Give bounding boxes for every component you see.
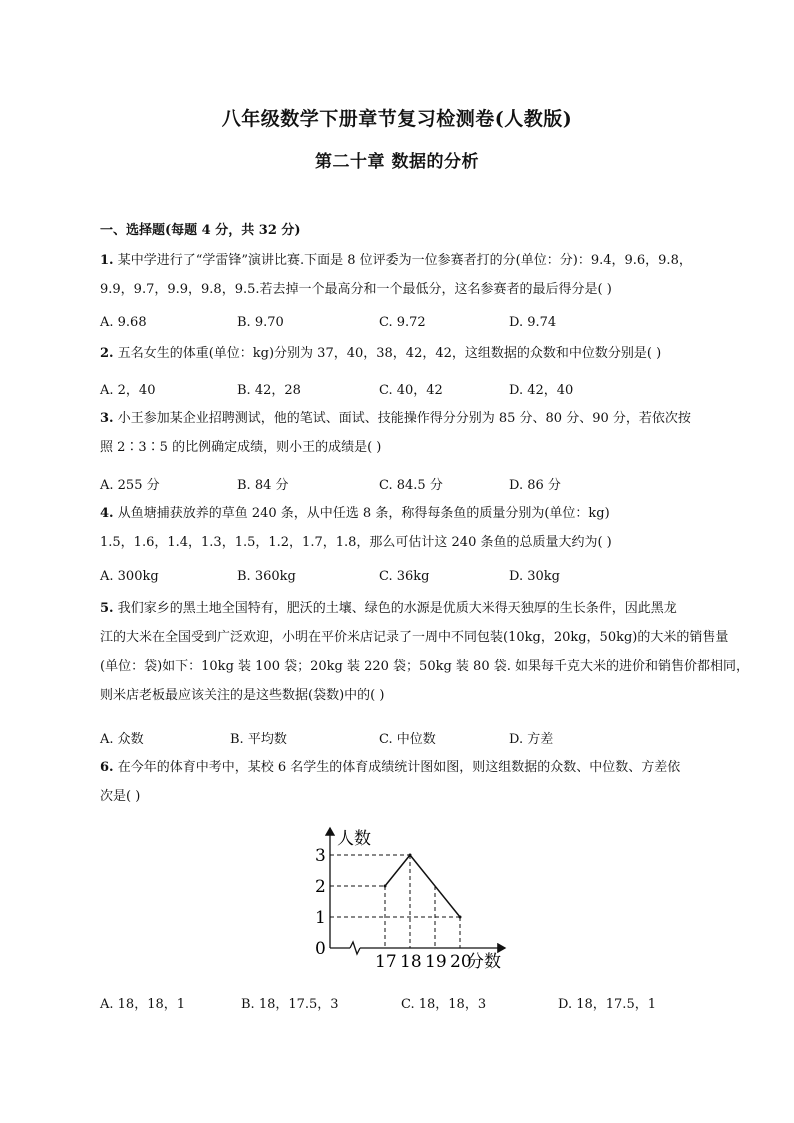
option-a[interactable]: A. 9.68 xyxy=(100,315,147,330)
question-5 xyxy=(100,594,749,710)
page-title: 八年级数学下册章节复习检测卷(人教版) xyxy=(221,108,573,130)
x-tick-label: 17 xyxy=(375,952,397,972)
option-c[interactable]: C. 36kg xyxy=(379,569,430,584)
option-d[interactable]: D. 18，17.5，1 xyxy=(558,997,656,1012)
option-b[interactable]: B. 9.70 xyxy=(237,315,284,330)
question-number: 2. xyxy=(100,346,114,361)
section-heading: 一、选择题(每题 4 分，共 32 分) xyxy=(100,223,301,238)
x-tick-label: 20 xyxy=(450,952,472,972)
data-point xyxy=(384,885,387,888)
question-text: 我们家乡的黑土地全国特有，肥沃的土壤、绿色的水源是优质大米得天独厚的生长条件，因此黑龙 xyxy=(113,601,677,616)
question-2 xyxy=(100,339,700,368)
option-a[interactable]: A. 2，40 xyxy=(100,383,156,398)
x-axis-label: 分数 xyxy=(467,952,501,972)
question-number: 6. xyxy=(100,760,114,775)
option-b[interactable]: B. 平均数 xyxy=(230,732,287,747)
x-tick-label: 18 xyxy=(400,952,422,972)
chapter-subtitle: 第二十章 数据的分析 xyxy=(315,152,479,172)
option-d[interactable]: D. 30kg xyxy=(509,569,560,584)
option-c[interactable]: C. 84.5 分 xyxy=(379,478,443,493)
question-4 xyxy=(100,499,700,557)
question-3 xyxy=(100,404,700,462)
question-number: 4. xyxy=(100,506,114,521)
question-text: 1.5，1.6，1.4，1.3，1.5，1.2，1.7，1.8，那么可估计这 240 条鱼的总质量大约为( ) xyxy=(100,535,612,550)
question-number: 3. xyxy=(100,411,114,426)
question-1 xyxy=(100,246,700,304)
question-text: 某中学进行了“学雷锋”演讲比赛.下面是 8 位评委为一位参赛者打的分(单位：分)：9.4，9.6，9.8， xyxy=(113,253,692,268)
option-d[interactable]: D. 方差 xyxy=(509,732,554,747)
option-b[interactable]: B. 360kg xyxy=(237,569,296,584)
y-tick-label: 2 xyxy=(315,877,326,897)
option-c[interactable]: C. 9.72 xyxy=(379,315,426,330)
question-text: (单位：袋)如下：10kg 装 100 袋；20kg 装 220 袋；50kg 装 80 袋. 如果每千克大米的进价和销售价都相同， xyxy=(100,659,749,674)
option-a[interactable]: A. 255 分 xyxy=(100,478,160,493)
question-text: 则米店老板最应该关注的是这些数据(袋数)中的( ) xyxy=(100,688,385,703)
question-6 xyxy=(100,753,700,811)
option-a[interactable]: A. 300kg xyxy=(100,569,159,584)
question-text: 次是( ) xyxy=(100,789,141,804)
option-b[interactable]: B. 84 分 xyxy=(237,478,289,493)
question-text: 江的大米在全国受到广泛欢迎，小明在平价米店记录了一周中不同包装(10kg，20kg，50kg)的大米的销售量 xyxy=(100,630,729,645)
question-text: 9.9，9.7，9.9，9.8，9.5.若去掉一个最高分和一个最低分，这名参赛者的最后得分是( ) xyxy=(100,282,612,297)
question-text: 五名女生的体重(单位：kg)分别为 37，40，38，42，42，这组数据的众数和中位数分别是( ) xyxy=(113,346,662,361)
question-number: 1. xyxy=(100,253,114,268)
option-a[interactable]: A. 众数 xyxy=(100,732,144,747)
y-tick-label: 1 xyxy=(315,908,326,928)
question-number: 5. xyxy=(100,601,114,616)
option-b[interactable]: B. 42，28 xyxy=(237,383,301,398)
option-b[interactable]: B. 18，17.5，3 xyxy=(241,997,339,1012)
origin-label: 0 xyxy=(315,939,326,959)
question-text: 从鱼塘捕获放养的草鱼 240 条，从中任选 8 条，称得每条鱼的质量分别为(单位：kg) xyxy=(113,506,610,521)
data-point xyxy=(409,854,412,857)
y-tick-label: 3 xyxy=(315,846,326,866)
axis-break-mark xyxy=(350,942,360,954)
option-a[interactable]: A. 18，18，1 xyxy=(100,997,186,1012)
data-point xyxy=(459,916,462,919)
question-text: 在今年的体育中考中，某校 6 名学生的体育成绩统计图如图，则这组数据的众数、中位数、方差依 xyxy=(113,760,681,775)
option-d[interactable]: D. 9.74 xyxy=(509,315,557,330)
option-c[interactable]: C. 18，18，3 xyxy=(401,997,487,1012)
option-c[interactable]: C. 中位数 xyxy=(379,732,436,747)
question-text: 小王参加某企业招聘测试，他的笔试、面试、技能操作得分分别为 85 分、80 分、90 分，若依次按 xyxy=(113,411,691,426)
option-c[interactable]: C. 40，42 xyxy=(379,383,443,398)
series-line xyxy=(385,855,460,917)
score-line-chart xyxy=(305,820,525,980)
option-d[interactable]: D. 86 分 xyxy=(509,478,561,493)
option-d[interactable]: D. 42，40 xyxy=(509,383,574,398)
x-tick-label: 19 xyxy=(425,952,447,972)
y-axis-label: 人数 xyxy=(337,829,371,849)
question-text: 照 2∶3∶5 的比例确定成绩，则小王的成绩是( ) xyxy=(100,440,382,455)
